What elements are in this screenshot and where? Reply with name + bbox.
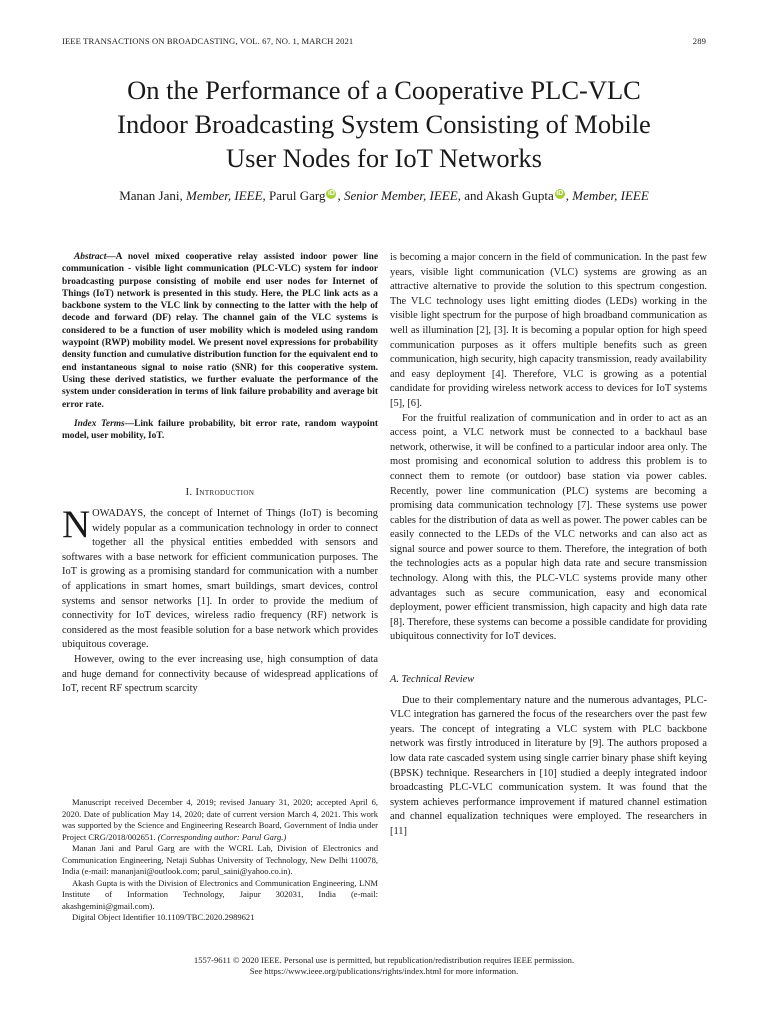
author-2-name: Parul Garg [269,188,326,203]
orcid-icon[interactable]: iD [556,189,564,197]
right-paragraph-2: For the fruitful realization of communication and in order to act as an access point, a VLC network must be connected to a backhaul base network, otherwise, it will be confined to a particular indoor area only. The most promising and economical solution to address this problem is to connect them to remote (or outdoor) base station via power cables. Recently, power line communication (PLC) systems are becoming a promising data communication technology [7]. These systems use power cables for the distribution of data as well as power. The power cables can be easily connected to the LEDs of the VLC networks and can also act as signal source and power source to them. Therefore, the integration of both the technologies acts as a popular high data rate and secure transmission technology. Along with this, the PLC-VLC systems provide many other advantages such as secure communication, easy and economical deployment, power efficient transmission, high capacity and high data rate [8]. Therefore, these systems can become a possible candidate for providing ubiquitous connectivity for IoT devices. [390,412,707,643]
running-header [62,36,706,46]
title-line-2: Indoor Broadcasting System Consisting of Mobile [117,109,651,139]
copyright-line: 1557-9611 © 2020 IEEE. Personal use is permitted, but republication/redistribution requires IEEE permission. [193,955,575,965]
author-3-role: Member, IEEE [572,188,649,203]
title-line-3: User Nodes for IoT Networks [226,143,542,173]
rights-link-line[interactable]: See https://www.ieee.org/publications/rights/index.html for more information. [249,966,519,977]
section-heading-introduction: I. Introduction [185,487,255,499]
abstract-label: Abstract [74,252,107,262]
subsection-heading-technical-review: A. Technical Review [390,674,475,686]
paper-title [40,73,728,175]
author-1-role: Member, IEEE [186,188,263,203]
index-terms-text: —Link failure probability, bit error rate, random waypoint model, user mobility, IoT. [62,418,378,442]
footnote-manuscript-text: Manuscript received December 4, 2019; revised January 31, 2020; accepted April 6, 2020. Date of publication May 14, 2020; date of current version March 4, 2021. This work was supported by the Science and Engineering Research Board, Government of India under Project CRG/2018/002651. [62,797,378,842]
title-line-1: On the Performance of a Cooperative PLC-VLC [127,75,641,105]
drop-cap: N [62,503,91,547]
footnotes [62,797,378,924]
right-column [390,251,707,840]
author-1-name: Manan Jani, [119,188,183,203]
journal-name: IEEE TRANSACTIONS ON BROADCASTING, VOL. 67, NO. 1, MARCH 2021 [62,36,354,46]
orcid-icon[interactable]: iD [327,189,335,197]
author-3-name: and Akash Gupta [464,188,554,203]
intro-paragraph-2: However, owing to the ever increasing use, high consumption of data and huge demand for connectivity because of widespread applications of IoT, recent RF spectrum scarcity [62,653,378,695]
page-number: 289 [692,36,706,46]
intro-paragraph-1 [62,503,378,653]
author-2-role: Senior Member, IEEE [343,188,458,203]
index-terms-label: Index Terms [74,418,125,429]
left-column [62,251,378,697]
corresponding-author: (Corresponding author: Parul Garg.) [157,831,287,842]
abstract-text: —A novel mixed cooperative relay assisted indoor power line communication - visible light communication (PLC-VLC) system for indoor broadcasting purpose consisting of mobile end user nodes for Internet of Things (IoT) network is presented in this study. Here, the PLC link acts as a backbone system to the VLC link by connecting to the latter with the help of decode and forward (DF) relay. The channel gain of the VLC systems is considered to be a function of user mobility which is modeled using random waypoint (RWP) mobility model. We present novel expressions for probability density function and cumulative distribution function for the equivalent end to end instantaneous signal to noise ratio (SNR) for this cooperative system. Using these derived statistics, we further evaluate the performance of the system under consideration in terms of link failure probability and average bit error rate. [62,252,378,410]
right-paragraph-1: is becoming a major concern in the field of communication. In the past few years, visible light communication (VLC) systems are growing as an attractive alternative to provide the solution to this spectrum congestion. The VLC technology uses light emitting diodes (LEDs) working in the visible light spectrum for the purpose of high broadband communication as well as illumination [2], [3]. It is becoming a popular option for high speed communication purposes as it offers multiple benefits such as green communication, high security, high capacity transmission, ready availability and easy deployment [4]. Therefore, VLC is growing as a potential candidate for providing wireless network access to devices for IoT systems [5], [6]. [390,252,707,409]
index-terms [62,418,378,443]
footnote-affiliation-2: Akash Gupta is with the Division of Electronics and Communication Engineering, LNM Institute of Information Technology, Jaipur 302031, India (e-mail: akashgemini@gmail.com). [62,877,378,911]
abstract [62,251,378,411]
author-list: Manan Jani, Member, IEEE, Parul Garg iD , Senior Member, IEEE, and Akash Gupta iD , Member, IEEE [119,188,649,203]
footnote-doi: Digital Object Identifier 10.1109/TBC.2020.2989621 [72,912,255,922]
copyright-footer [40,955,728,978]
footnote-manuscript [62,797,378,843]
right-paragraph-3: Due to their complementary nature and the numerous advantages, PLC-VLC integration has garnered the focus of the researchers over the past few years. The concept of integrating a VLC system with PLC backbone network was firstly introduced in literature by [9]. The authors proposed a low data rate cascaded system using single carrier binary phase shift keying (BPSK) technique. Researchers in [10] studied a deeply integrated indoor broadcasting PLC-VLC communication system. It was found that the system achieves performance improvement if matured channel estimation and channel equalization techniques were employed. The researchers in [11] [390,694,707,837]
footnote-affiliation-1: Manan Jani and Parul Garg are with the WCRL Lab, Division of Electronics and Communication Engineering, Netaji Subhas University of Technology, New Delhi 110078, India (e-mail: mananjani@outlook.com; parul_saini@yahoo.co.in). [62,843,378,876]
intro-paragraph-1-text: OWADAYS, the concept of Internet of Things (IoT) is becoming widely popular as a communication technology in order to connect together all the physical entities embedded with sensors and softwares with a base network for efficient communication purposes. The IoT is growing as a promising standard for communication with a number of applications in smart homes, smart buildings, smart devices, control systems and sensor networks [1]. In order to provide the medium of connectivity for IoT devices, wireless radio frequency (RF) network is considered as the most feasible solution for a base network which provides ubiquitous coverage. [62,508,378,651]
